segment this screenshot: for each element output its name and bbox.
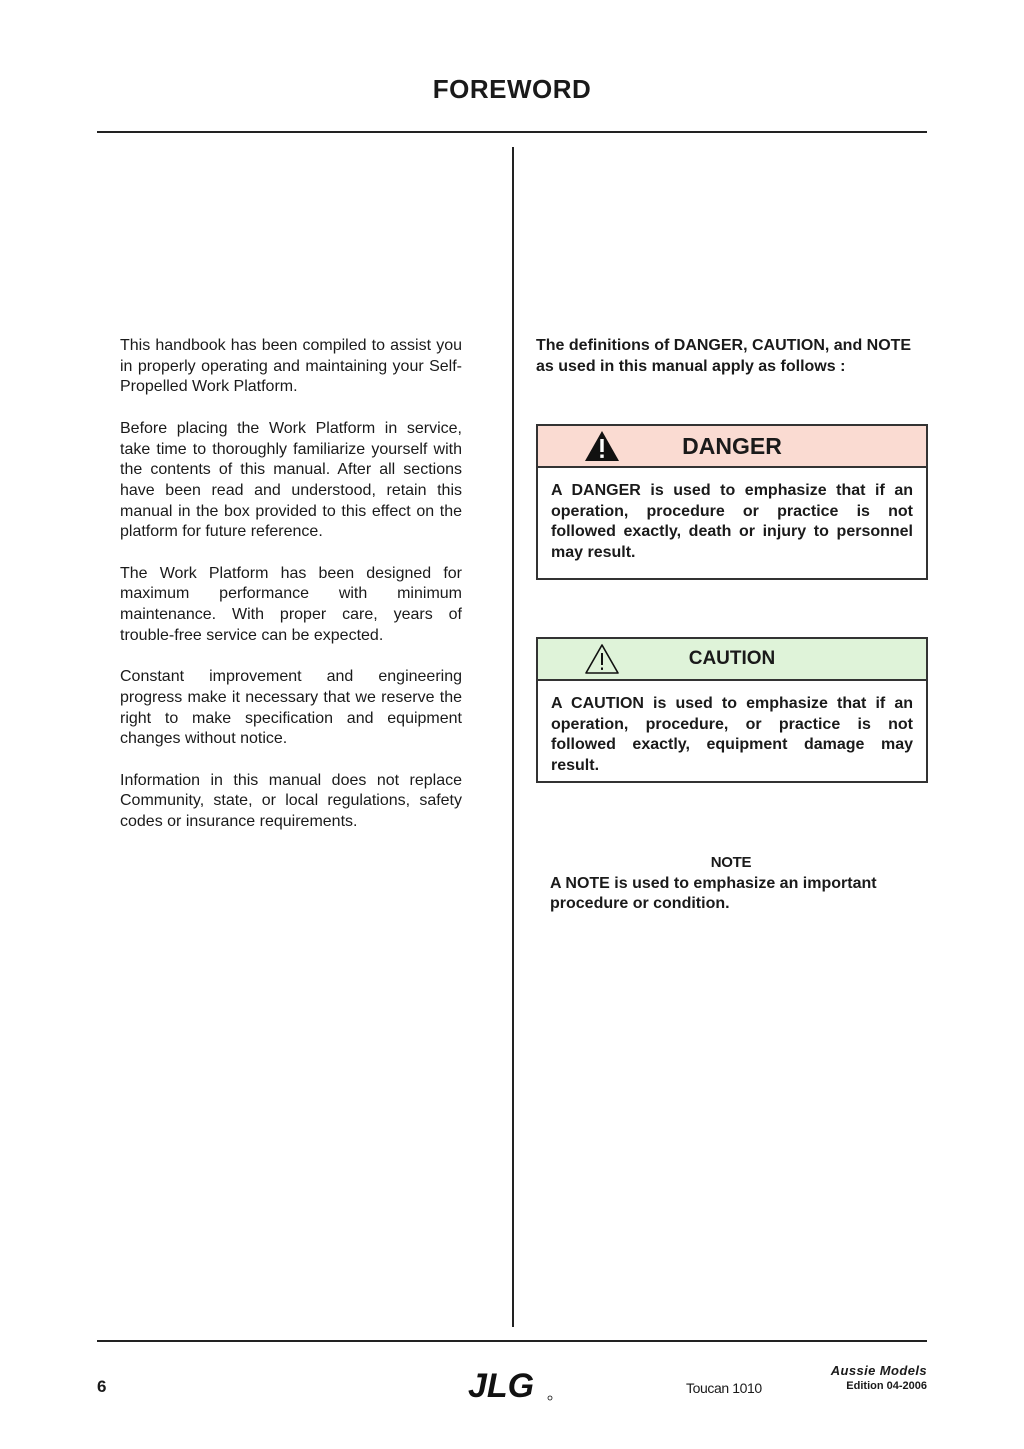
series-name: Aussie Models — [830, 1363, 927, 1378]
danger-header — [538, 426, 926, 468]
edition-date: Edition 04-2006 — [846, 1380, 927, 1392]
page-title: FOREWORD — [432, 74, 592, 104]
jlg-logo — [466, 1366, 558, 1402]
page-number: 6 — [97, 1377, 107, 1396]
caution-definition: A CAUTION is used to emphasize that if an operation, procedure, or practice is not followed exactly, equipment damage may result. — [551, 695, 913, 775]
foreword-text-column — [120, 336, 462, 854]
foreword-paragraph: The Work Platform has been designed for maximum performance with minimum maintenance. With proper care, years of trouble-free service can be expected. — [120, 564, 462, 644]
caution-box — [536, 637, 928, 783]
jlg-logo-text: JLG — [468, 1367, 535, 1402]
danger-label: DANGER — [682, 433, 782, 459]
definitions-intro: The definitions of DANGER, CAUTION, and NOTE as used in this manual apply as follows : — [536, 337, 912, 375]
foreword-paragraph: Information in this manual does not replace Community, state, or local regulations, safety codes or insurance requirements. — [120, 771, 462, 831]
note-label: NOTE — [710, 854, 752, 871]
column-divider — [512, 147, 514, 1327]
model-name: Toucan 1010 — [686, 1380, 762, 1396]
foreword-paragraph: This handbook has been compiled to assist you in properly operating and maintaining your Self-Propelled Work Platform. — [120, 337, 462, 396]
caution-label: CAUTION — [688, 648, 776, 669]
footer-rule — [97, 1340, 927, 1342]
foreword-paragraph: Constant improvement and engineering progress make it necessary that we reserve the right to make specification and equipment changes without notice. — [120, 668, 462, 748]
edition-block — [831, 1363, 927, 1392]
caution-header — [538, 639, 926, 681]
foreword-paragraph: Before placing the Work Platform in service, take time to thoroughly familiarize yourself with the contents of this manual. After all sections have been read and understood, retain this manual in the box provided to this effect on the platform for future reference. — [120, 419, 462, 541]
note-definition: A NOTE is used to emphasize an important procedure or condition. — [550, 874, 877, 913]
danger-box — [536, 424, 928, 580]
danger-definition: A DANGER is used to emphasize that if an operation, procedure or practice is not followed exactly, death or injury to personnel may result. — [551, 482, 913, 562]
note-block — [550, 853, 912, 915]
header-rule — [97, 131, 927, 133]
